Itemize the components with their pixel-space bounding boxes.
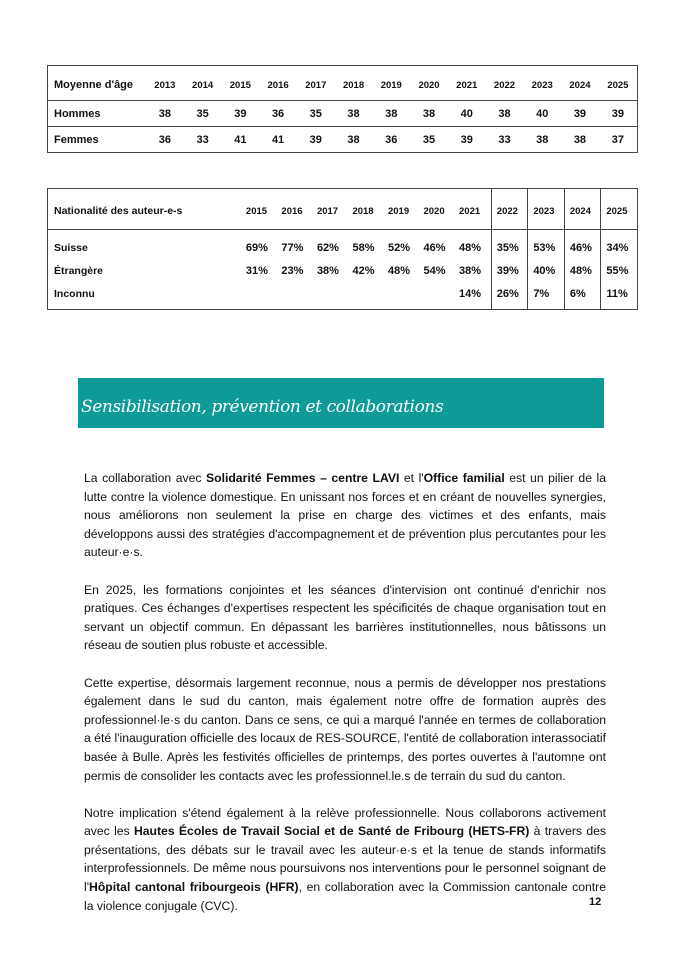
table-cell: 39 (561, 101, 599, 127)
table-cell: 38 (573, 133, 587, 146)
year-header: 2019 (372, 66, 410, 101)
table-cell: 40% (528, 259, 565, 282)
table-cell: 38 (486, 101, 524, 127)
table-cell: 41 (234, 133, 247, 146)
table-cell: 46% (423, 241, 446, 254)
table-cell: 38 (536, 133, 549, 146)
year-header: 2023 (528, 189, 565, 230)
table-cell: 26% (491, 282, 528, 310)
table-cell: 41 (271, 133, 285, 146)
table-cell: 11% (601, 282, 638, 310)
year-header: 2018 (347, 189, 383, 230)
row-label: Hommes (48, 101, 147, 127)
age-table-header-row (48, 66, 638, 101)
table-cell: 35 (422, 133, 436, 146)
table-cell (312, 282, 348, 310)
table-cell: 55% (601, 259, 638, 282)
table-cell: 48% (564, 259, 601, 282)
table-cell: 33 (196, 133, 209, 146)
table-cell (241, 282, 277, 310)
emphasized-text: Office familial (423, 471, 505, 485)
table-cell: 39% (491, 259, 528, 282)
year-header: 2016 (259, 66, 297, 101)
table-cell: 7% (528, 282, 565, 310)
table-cell: 58% (352, 241, 375, 254)
table-cell: 38% (459, 264, 482, 277)
table-cell: 38 (335, 101, 373, 127)
table-cell: 37 (611, 133, 625, 146)
year-header: 2019 (383, 189, 419, 230)
age-average-table (47, 65, 638, 153)
table-cell: 40 (523, 101, 561, 127)
table-cell: 39 (599, 101, 638, 127)
table-cell: 23% (281, 264, 304, 277)
year-header: 2020 (410, 66, 448, 101)
table-row-hommes (48, 101, 638, 127)
nationality-table (47, 188, 638, 310)
table-cell: 48% (387, 264, 410, 277)
table-cell: 38 (410, 101, 448, 127)
page-number: 12 (589, 896, 602, 908)
table-cell: 40 (448, 101, 486, 127)
row-label: Suisse (54, 241, 88, 254)
year-header: 2013 (146, 66, 184, 101)
table-row-etrangere (48, 259, 638, 282)
table-cell: 38 (347, 133, 360, 146)
table-cell: 31% (245, 264, 268, 277)
table-cell: 38% (316, 264, 339, 277)
table-cell: 33 (498, 133, 511, 146)
year-header: 2022 (486, 66, 524, 101)
year-header: 2025 (601, 189, 638, 230)
table-cell: 6% (564, 282, 601, 310)
year-header: 2023 (523, 66, 561, 101)
age-table-header-label: Moyenne d'âge (48, 66, 147, 101)
paragraph: Notre implication s'étend également à la relève professionnelle. Nous collaborons activement avec les Hautes Écoles de Travail Social et de Santé de Fribourg (HETS-FR) à travers des présentations, des débats sur le travail avec les auteur·e·s et la tenue de stands informatifs interprofessionnels. De même nous poursuivons nos interventions pour le personnel soignant de l'Hôpital cantonal fribourgeois (HFR), en collaboration avec la Commission cantonale contre la violence conjugale (CVC). (84, 805, 606, 913)
table-row-femmes (48, 127, 638, 153)
year-header: 2021 (448, 66, 486, 101)
paragraph: En 2025, les formations conjointes et les séances d'intervision ont continué d'enrichir nos pratiques. Ces échanges d'expertises respectent les spécificités de chaque organisation tout en servant un objectif commun. En dépassant les barrières institutionnelles, nous bâtissons un réseau de soutien plus robuste et accessible. (84, 582, 606, 653)
emphasized-text: Hôpital cantonal fribourgeois (HFR) (89, 880, 299, 895)
table-cell: 34% (601, 230, 638, 260)
table-cell: 38 (146, 101, 184, 127)
year-header: 2024 (564, 189, 601, 230)
table-cell: 69% (245, 241, 268, 254)
table-cell: 77% (281, 241, 304, 254)
table-cell: 35% (491, 230, 528, 260)
table-cell: 54% (423, 264, 446, 277)
nationality-table-header-label: Nationalité des auteur-e-s (48, 189, 241, 230)
row-label: Étrangère (54, 264, 104, 277)
year-header: 2017 (312, 189, 348, 230)
emphasized-text: Solidarité Femmes – centre LAVI (206, 471, 400, 485)
table-cell (418, 282, 454, 310)
table-cell: 35 (184, 101, 222, 127)
emphasized-text: Hautes Écoles de Travail Social et de Santé de Fribourg (HETS-FR) (133, 824, 530, 839)
table-cell: 39 (460, 133, 473, 146)
year-header: 2024 (561, 66, 599, 101)
year-header: 2017 (297, 66, 335, 101)
year-header: 2022 (491, 189, 528, 230)
year-header: 2021 (454, 189, 491, 230)
table-cell: 39 (309, 133, 322, 146)
body-text (84, 469, 606, 934)
year-header: 2020 (418, 189, 454, 230)
paragraph: Cette expertise, désormais largement reconnue, nous a permis de développer nos prestations également dans le sud du canton, mais également notre offre de formation auprès des professionnel·le·s du canton. Dans ce sens, ce qui a marqué l'année en termes de collaboration a été l'inauguration officielle des locaux de RES-SOURCE, l'entité de collaboration interassociatif basée à Bulle. Après les festivités officielles de printemps, des portes ouvertes à l'automne ont permis de consolider les contacts avec les professionnel.le.s de terrain du sud du canton. (84, 675, 607, 783)
table-cell: 36 (385, 133, 398, 146)
table-cell (347, 282, 383, 310)
table-cell: 39 (221, 101, 259, 127)
table-cell: 36 (259, 101, 297, 127)
section-title: Sensibilisation, prévention et collaborations (81, 397, 444, 417)
table-cell: 48% (459, 241, 482, 254)
year-header: 2016 (276, 189, 312, 230)
table-cell: 14% (459, 287, 482, 300)
row-label: Femmes (54, 133, 99, 146)
table-cell: 38 (372, 101, 410, 127)
year-header: 2014 (184, 66, 222, 101)
table-cell: 52% (387, 241, 410, 254)
year-header: 2025 (599, 66, 638, 101)
table-cell: 35 (297, 101, 335, 127)
table-cell: 53% (528, 230, 565, 260)
year-header: 2015 (221, 66, 259, 101)
table-cell (383, 282, 419, 310)
nationality-table-header-row (48, 189, 638, 230)
section-banner (78, 378, 604, 428)
table-cell (276, 282, 312, 310)
year-header: 2015 (241, 189, 277, 230)
table-row-inconnu (48, 282, 638, 310)
table-cell: 36 (158, 133, 171, 146)
table-row-suisse (48, 230, 638, 260)
table-cell: 42% (352, 264, 375, 277)
paragraph: La collaboration avec Solidarité Femmes – centre LAVI et l'Office familial est un pilier de la lutte contre la violence domestique. En unissant nos forces et en créant de nouvelles synergies, nous améliorons non seulement la prise en charge des victimes et des enfants, mais développons aussi des stratégies d'accompagnement et de prévention plus percutantes pour les auteur·e·s. (84, 471, 606, 560)
table-cell: 46% (564, 230, 601, 260)
table-cell: 62% (316, 241, 339, 254)
row-label: Inconnu (54, 287, 95, 300)
year-header: 2018 (335, 66, 373, 101)
